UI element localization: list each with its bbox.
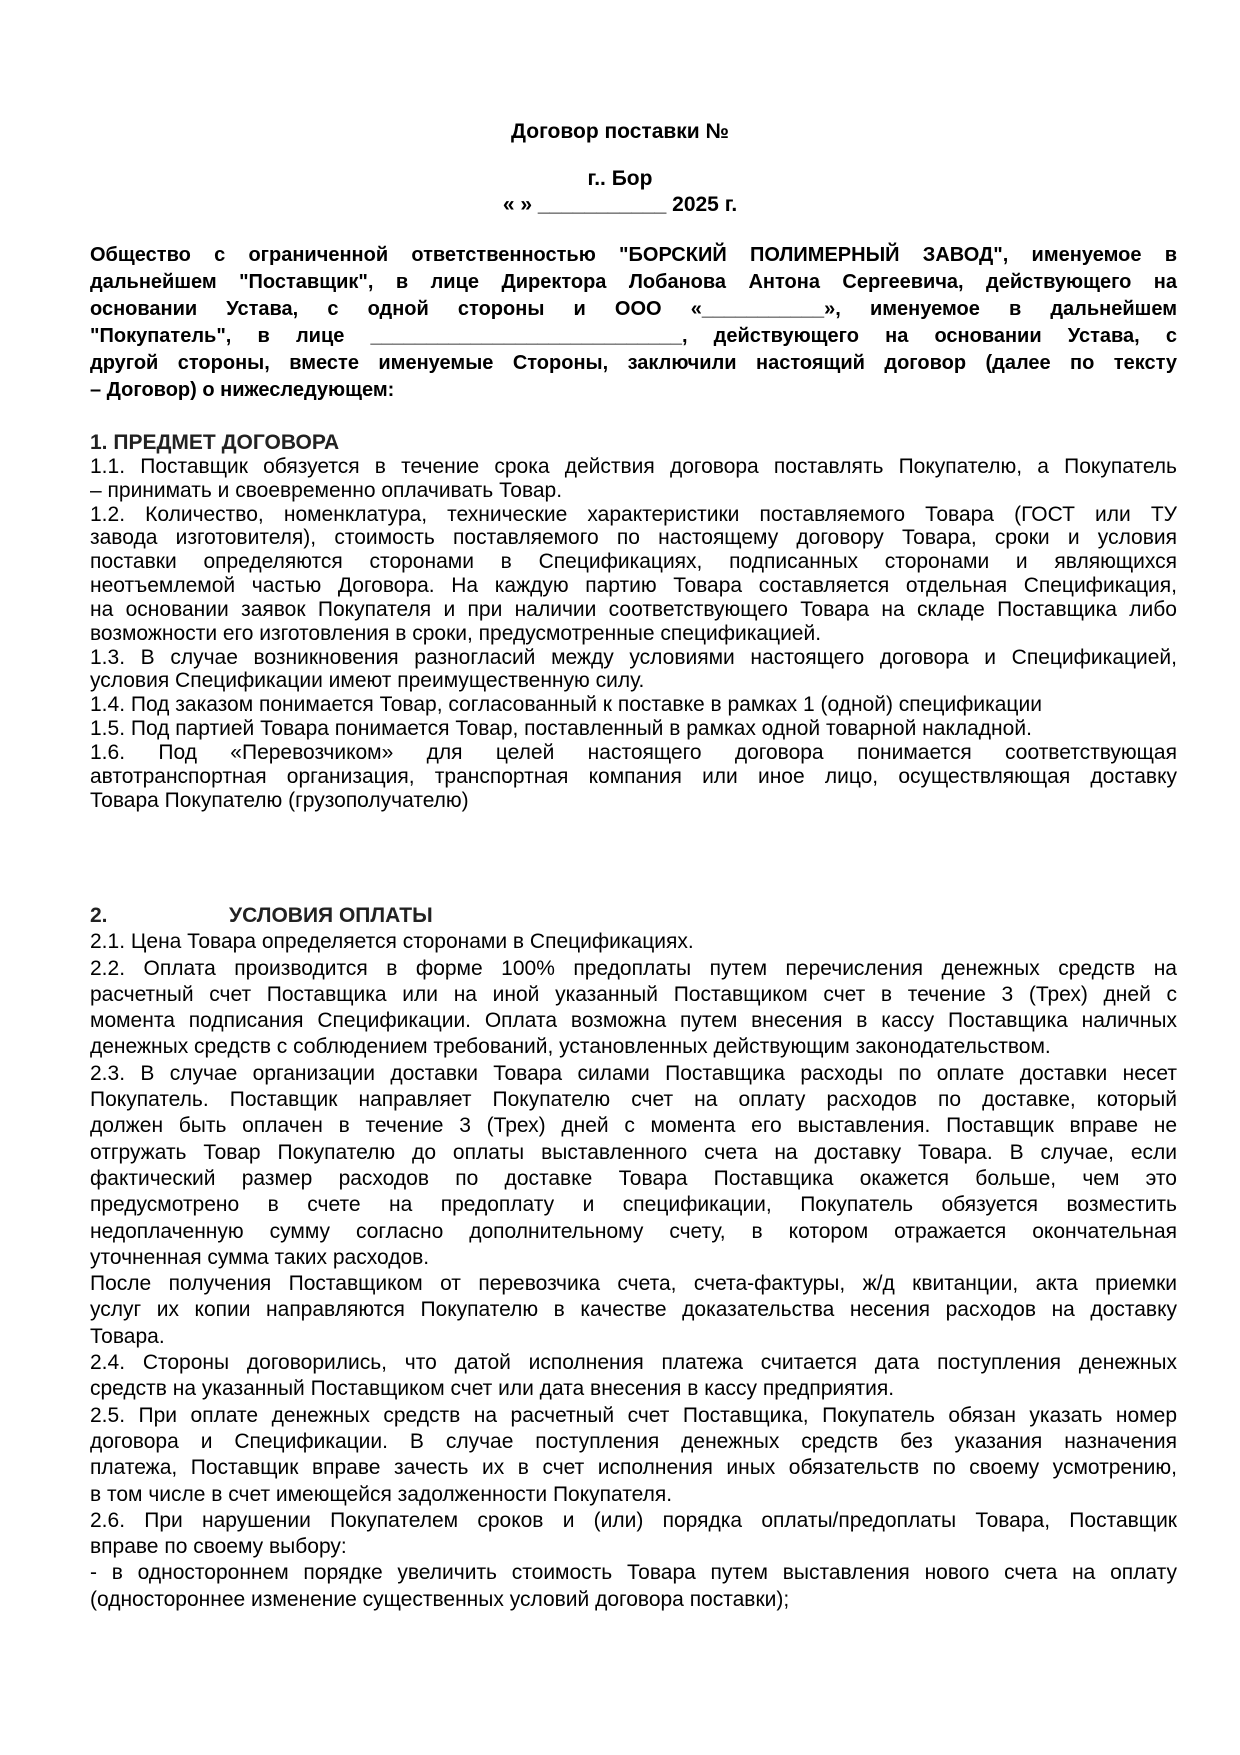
clause-paragraph [90, 1350, 1177, 1403]
clause-line: в том числе в счет имеющейся задолженности Покупателя. [90, 1482, 673, 1506]
preamble-line: основании Устава, с одной стороны и ООО «___________», именуемое в дальнейшем [90, 298, 1177, 320]
clause-line: Товара. [90, 1324, 165, 1348]
clause-paragraph [90, 1403, 1177, 1508]
preamble-line: Общество с ограниченной ответственностью "БОРСКИЙ ПОЛИМЕРНЫЙ ЗАВОД", именуемое в [90, 244, 1177, 266]
clause-line: 2.1. Цена Товара определяется сторонами в Спецификациях. [90, 930, 694, 954]
clause-paragraph [90, 741, 1177, 813]
clause-paragraph [90, 646, 1177, 694]
preamble-paragraph [90, 242, 1177, 404]
preamble-line: "Покупатель", в лице ____________________________, действующего на основании Устава, с [90, 325, 1177, 347]
clause-line: - в одностороннем порядке увеличить стоимость Товара путем выставления нового счета на оплату [90, 1561, 1177, 1585]
clause-paragraph [90, 717, 1177, 741]
clause-line: платежа, Поставщик вправе зачесть их в счет исполнения иных обязательств по своему усмотрению, [90, 1456, 1177, 1480]
clause-line: 1.2. Количество, номенклатура, технические характеристики поставляемого Товара (ГОСТ или ТУ [90, 502, 1177, 526]
section-1 [90, 431, 1177, 813]
clause-line: 2.6. При нарушении Покупателем сроков и (или) порядка оплаты/предоплаты Товара, Поставщик [90, 1508, 1177, 1532]
clause-line: 2.4. Стороны договорились, что датой исполнения платежа считается дата поступления денежных [90, 1351, 1177, 1375]
clause-paragraph [90, 1560, 1177, 1613]
clause-line: После получения Поставщиком от перевозчика счета, счета-фактуры, ж/д квитанции, акта приемки [90, 1272, 1177, 1296]
clause-line: 2.5. При оплате денежных средств на расчетный счет Поставщика, Покупатель обязан указать номер [90, 1403, 1177, 1427]
clause-line: недоплаченную сумму согласно дополнительному счету, в котором отражается окончательная [90, 1219, 1177, 1243]
clause-line: 1.5. Под партией Товара понимается Товар, поставленный в рамках одной товарной накладной. [90, 717, 1032, 741]
clause-line: автотранспортная организация, транспортная компания или иное лицо, осуществляющая доставку [90, 764, 1177, 788]
clause-line: договора и Спецификации. В случае поступления денежных средств без указания назначения [90, 1429, 1177, 1453]
clause-line: на основании заявок Покупателя и при наличии соответствующего Товара на складе Поставщика либо [90, 597, 1177, 621]
clause-paragraph [90, 693, 1177, 717]
clause-paragraph [90, 956, 1177, 1061]
clause-line: 1.3. В случае возникновения разногласий между условиями настоящего договора и Спецификацией, [90, 645, 1177, 669]
clause-line: 1.4. Под заказом понимается Товар, согласованный к поставке в рамках 1 (одной) спецификации [90, 693, 1042, 717]
clause-line: расчетный счет Поставщика или на иной указанный Поставщиком счет в течение 3 (Трех) дней с [90, 982, 1177, 1006]
clause-line: денежных средств с соблюдением требований, установленных действующим законодательством. [90, 1035, 1051, 1059]
section-2 [90, 903, 1177, 1613]
document-city: г.. Бор [587, 167, 653, 190]
preamble-line: дальнейшем "Поставщик", в лице Директора Лобанова Антона Сергеевича, действующего на [90, 271, 1177, 293]
clause-line: поставки определяются сторонами в Спецификациях, подписанных сторонами и являющихся [90, 550, 1177, 574]
clause-line: Товара Покупателю (грузополучателю) [90, 788, 469, 812]
clause-line: услуг их копии направляются Покупателю в качестве доказательства несения расходов на доставку [90, 1298, 1177, 1322]
preamble-line: другой стороны, вместе именуемые Стороны, заключили настоящий договор (далее по тексту [90, 352, 1177, 374]
clause-line: – принимать и своевременно оплачивать Товар. [90, 478, 563, 502]
clause-line: (одностороннее изменение существенных условий договора поставки); [90, 1587, 790, 1611]
clause-line: вправе по своему выбору: [90, 1535, 347, 1559]
clause-line: средств на указанный Поставщиком счет или дата внесения в кассу предприятия. [90, 1377, 895, 1401]
clause-line: должен быть оплачен в течение 3 (Трех) дней с момента его выставления. Поставщик вправе не [90, 1114, 1177, 1138]
clause-line: уточненная сумма таких расходов. [90, 1245, 430, 1269]
document-title: Договор поставки № [511, 120, 729, 143]
clause-line: предусмотрено в счете на предоплату и спецификации, Покупатель обязуется возместить [90, 1193, 1177, 1217]
section-2-number: 2. [90, 904, 108, 927]
section-2-heading [90, 903, 1177, 929]
clause-paragraph [90, 1508, 1177, 1561]
clause-line: Покупатель. Поставщик направляет Покупателю счет на оплату расходов по доставке, который [90, 1088, 1177, 1112]
clause-paragraph [90, 1271, 1177, 1350]
clause-line: неотъемлемой частью Договора. На каждую партию Товара составляется отдельная Спецификация, [90, 574, 1177, 598]
clause-paragraph [90, 455, 1177, 503]
section-2-title: УСЛОВИЯ ОПЛАТЫ [229, 904, 433, 927]
clause-line: завода изготовителя), стоимость поставляемого по настоящему договору Товара, сроки и условия [90, 526, 1177, 550]
clause-line: отгружать Товар Покупателю до оплаты выставленного счета на доставку Товара. В случае, если [90, 1140, 1177, 1164]
preamble-line: – Договор) о нижеследующем: [90, 379, 395, 401]
clause-line: 2.3. В случае организации доставки Товара силами Поставщика расходы по оплате доставки несет [90, 1061, 1177, 1085]
clause-line: условия Спецификации имеют преимущественную силу. [90, 669, 645, 693]
clause-paragraph [90, 1061, 1177, 1271]
clause-line: 1.1. Поставщик обязуется в течение срока действия договора поставлять Покупателю, а Покупатель [90, 454, 1177, 478]
clause-line: момента подписания Спецификации. Оплата возможна путем внесения в кассу Поставщика наличных [90, 1009, 1177, 1033]
document-date: « » ___________ 2025 г. [502, 193, 738, 216]
clause-line: 1.6. Под «Перевозчиком» для целей настоящего договора понимается соответствующая [90, 740, 1177, 764]
clause-paragraph [90, 929, 1177, 955]
clause-paragraph [90, 503, 1177, 646]
clause-line: фактический размер расходов по доставке Товара Поставщика окажется больше, чем это [90, 1166, 1177, 1190]
clause-line: 2.2. Оплата производится в форме 100% предоплаты путем перечисления денежных средств на [90, 956, 1177, 980]
clause-line: возможности его изготовления в сроки, предусмотренные спецификацией. [90, 621, 822, 645]
section-1-heading: 1. ПРЕДМЕТ ДОГОВОРА [90, 431, 340, 454]
